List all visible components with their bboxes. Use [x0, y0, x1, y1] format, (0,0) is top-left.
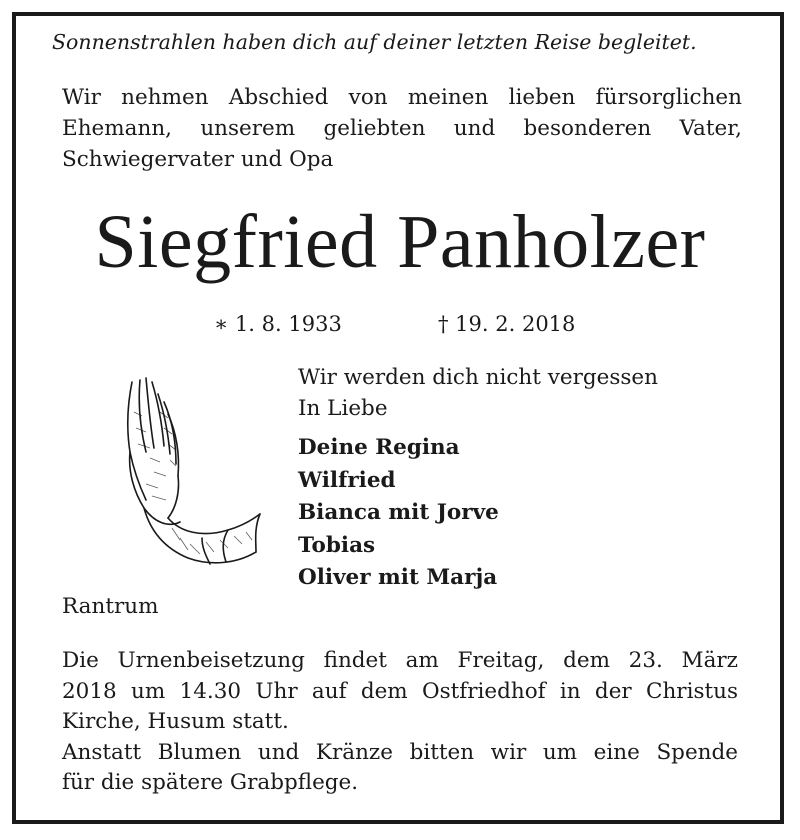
funeral-notice	[62, 646, 738, 799]
deceased-name: Siegfried Panholzer	[94, 200, 706, 284]
funeral-line: Anstatt Blumen und Kränze bitten wir um eine Spende	[62, 739, 738, 765]
praying-hands-icon	[110, 372, 270, 572]
family-member: Tobias	[298, 532, 376, 558]
funeral-line: für die spätere Grabpflege.	[62, 770, 359, 795]
family-member: Oliver mit Marja	[298, 565, 498, 590]
funeral-line: Die Urnenbeisetzung findet am Freitag, dem 23. März	[62, 648, 738, 673]
intro-text	[62, 82, 742, 175]
family-member: Bianca mit Jorve	[298, 500, 499, 525]
intro-line: Ehemann, unserem geliebten und besonderen Vater,	[62, 116, 742, 141]
funeral-line: Kirche, Husum statt.	[62, 709, 289, 734]
memory-line: In Liebe	[298, 396, 388, 421]
funeral-line: 2018 um 14.30 Uhr auf dem Ostfriedhof in der Christus	[62, 678, 738, 704]
intro-line: Schwiegervater und Opa	[62, 147, 334, 172]
intro-line: Wir nehmen Abschied von meinen lieben fürsorglichen	[62, 85, 742, 110]
birth-date: ∗ 1. 8. 1933	[214, 312, 342, 336]
family-member: Wilfried	[298, 467, 396, 493]
family-member: Deine Regina	[298, 435, 460, 460]
death-date: † 19. 2. 2018	[438, 312, 576, 336]
memory-line: Wir werden dich nicht vergessen	[298, 365, 658, 390]
memory-text	[298, 362, 658, 424]
motto-text: Sonnenstrahlen haben dich auf deiner letzten Reise begleitet.	[52, 30, 697, 54]
place-name: Rantrum	[62, 594, 159, 619]
family-list	[298, 432, 499, 595]
